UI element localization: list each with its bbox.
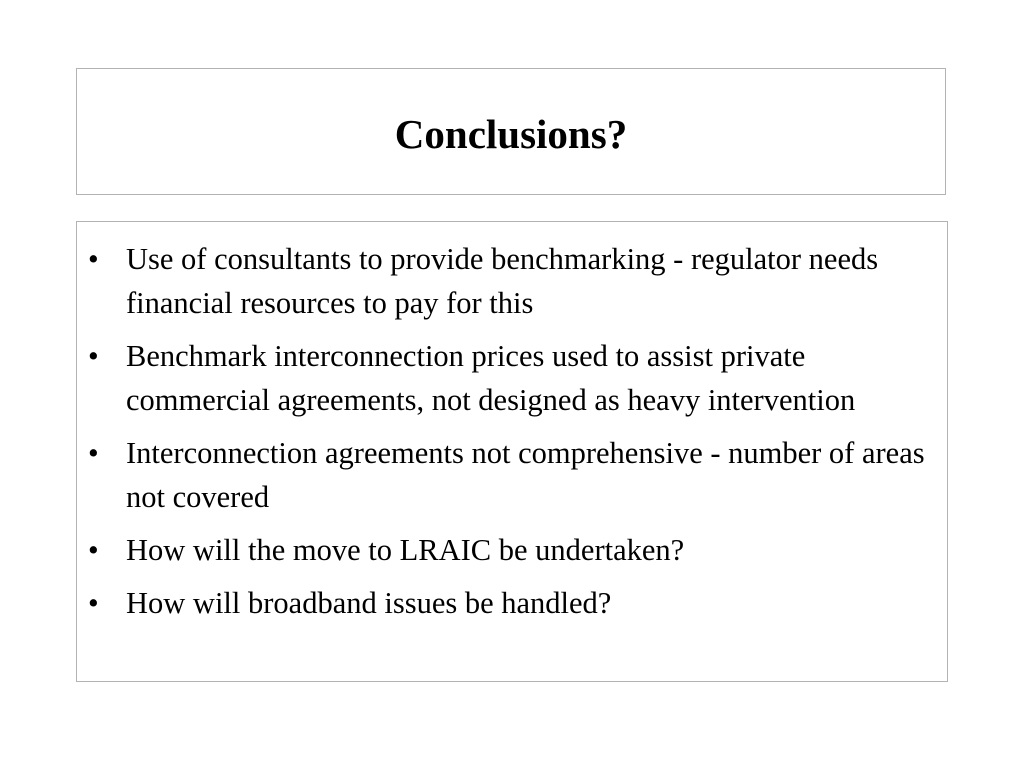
bullet-icon: • xyxy=(88,339,99,373)
bullet-item xyxy=(77,528,947,572)
bullet-item xyxy=(77,237,947,325)
title-placeholder xyxy=(76,68,946,195)
bullet-icon: • xyxy=(88,242,99,276)
bullet-text: Interconnection agreements not comprehensive - number of areas not covered xyxy=(126,436,925,514)
bullet-text: How will the move to LRAIC be undertaken? xyxy=(126,533,685,567)
bullet-item xyxy=(77,334,947,422)
bullet-text: Benchmark interconnection prices used to assist private commercial agreements, not designed as heavy intervention xyxy=(126,339,856,417)
content-placeholder xyxy=(76,221,948,682)
bullet-text: How will broadband issues be handled? xyxy=(126,586,612,620)
bullet-text: Use of consultants to provide benchmarking - regulator needs financial resources to pay for this xyxy=(126,242,879,320)
bullet-icon: • xyxy=(88,533,99,567)
bullet-item xyxy=(77,431,947,519)
bullet-list xyxy=(77,222,947,625)
slide-title: Conclusions? xyxy=(394,110,628,157)
bullet-icon: • xyxy=(88,586,99,620)
bullet-item xyxy=(77,581,947,625)
bullet-icon: • xyxy=(88,436,99,470)
